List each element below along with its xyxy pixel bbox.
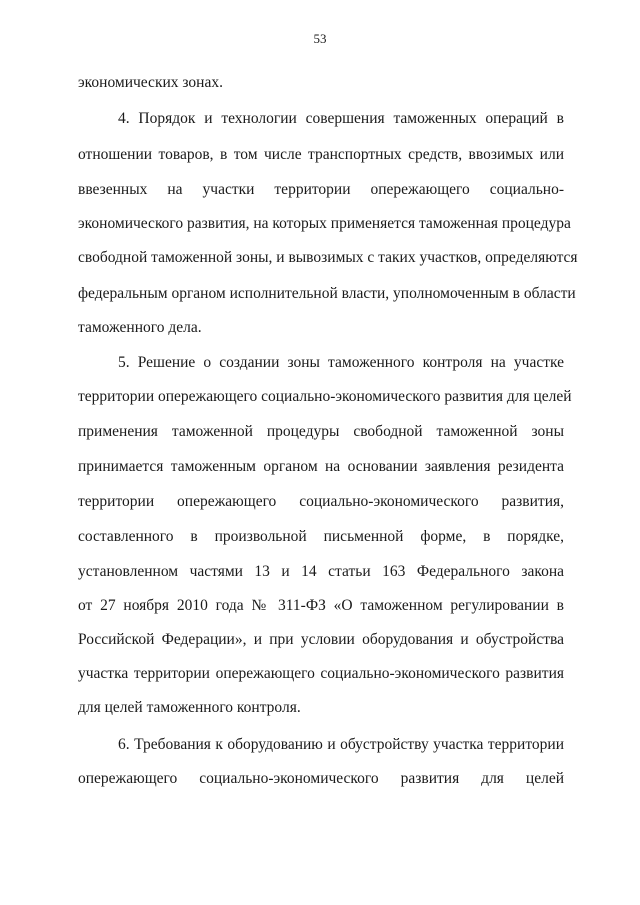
text-line: 4. Порядок и технологии совершения таможенных операций в <box>118 110 564 127</box>
text-line: участка территории опережающего социально-экономического развития <box>78 665 564 682</box>
text-line: 5. Решение о создании зоны таможенного контроля на участке <box>118 354 564 371</box>
text-line: свободной таможенной зоны, и вывозимых с таких участков, определяются <box>78 249 578 266</box>
text-line: Российской Федерации», и при условии оборудования и обустройства <box>78 631 564 648</box>
text-line: таможенного дела. <box>78 319 202 336</box>
text-line: опережающего социально-экономического развития для целей <box>78 770 564 787</box>
text-line: территории опережающего социально-экономического развития, <box>78 493 564 510</box>
text-line: составленного в произвольной письменной форме, в порядке, <box>78 528 564 545</box>
text-line: применения таможенной процедуры свободной таможенной зоны <box>78 423 564 440</box>
text-line: 6. Требования к оборудованию и обустройству участка территории <box>118 736 564 753</box>
page-number: 53 <box>313 31 327 46</box>
text-line: федеральным органом исполнительной власти, уполномоченным в области <box>78 285 576 302</box>
text-line: от 27 ноября 2010 года № 311-ФЗ «О таможенном регулировании в <box>78 597 564 614</box>
text-line: территории опережающего социально-экономического развития для целей <box>78 388 572 405</box>
text-line: установленном частями 13 и 14 статьи 163 Федерального закона <box>78 563 564 580</box>
text-line: для целей таможенного контроля. <box>78 699 301 716</box>
text-line: экономических зонах. <box>78 74 223 91</box>
text-line: экономического развития, на которых применяется таможенная процедура <box>78 215 571 232</box>
text-line: ввезенных на участки территории опережающего социально- <box>78 181 564 198</box>
text-line: отношении товаров, в том числе транспортных средств, ввозимых или <box>78 146 564 163</box>
text-line: принимается таможенным органом на основании заявления резидента <box>78 458 564 475</box>
